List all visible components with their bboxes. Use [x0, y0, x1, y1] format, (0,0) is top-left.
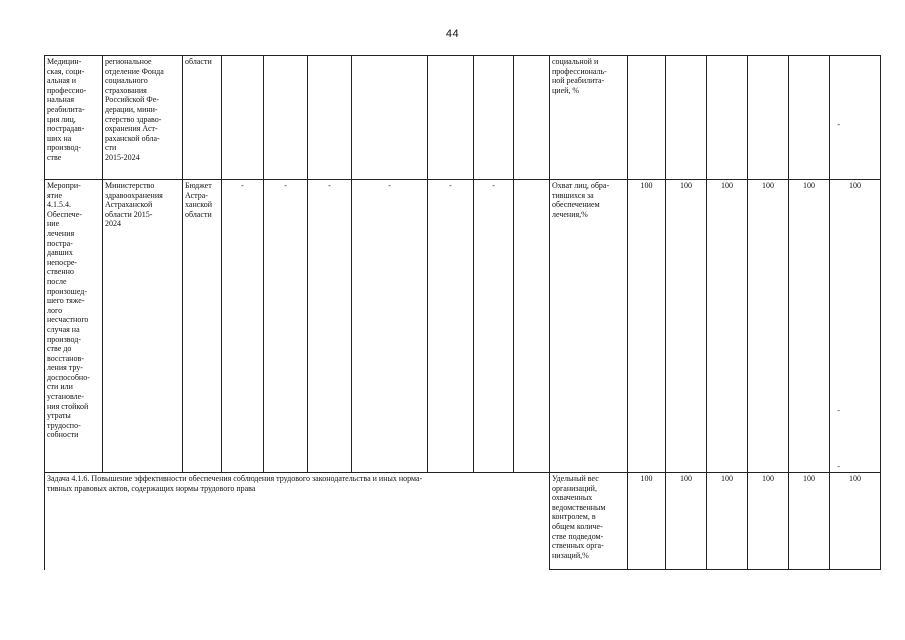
task-description-cell: Задача 4.1.6. Повышение эффективности обеспечения соблюдения трудового законодательства и иных норма- тивных правовых актов, содержащих нормы трудового права: [45, 473, 550, 570]
value-cell: [830, 56, 881, 180]
activity-name-cell: Медицин- ская, соци- альная и профессио- нальная реабилита- ция лиц, пострадав- ших на производ- стве: [45, 56, 103, 180]
value-cell: [748, 56, 789, 180]
cost-cell: -: [264, 180, 308, 473]
cost-cell: [352, 56, 428, 180]
value-cell: 100: [628, 473, 666, 570]
value-cell: [830, 180, 881, 473]
dash-mark: -: [837, 462, 840, 471]
dash-mark: -: [837, 120, 840, 129]
cost-cell: [308, 56, 352, 180]
table-row: [45, 180, 881, 473]
cost-cell: [428, 56, 474, 180]
value-cell: 100: [628, 180, 666, 473]
value-cell: [628, 56, 666, 180]
indicator-cell: социальной и профессиональ- ной реабилита- цией, %: [550, 56, 628, 180]
cost-cell: -: [308, 180, 352, 473]
activity-name-cell: Меропри- ятие 4.1.5.4. Обеспече- ние лечения постра- давших непосре- ственно после произошед- шего тяже- лого несчастного случая на производ- стве до восстанов- ления тру- доспособно- сти или установле- ния стойкой утраты трудоспо- собности: [45, 180, 103, 473]
value-cell: 100: [789, 180, 830, 473]
executor-cell: Министерство здравоохранения Астраханской области 2015- 2024: [103, 180, 183, 473]
value-cell: 100: [666, 180, 707, 473]
value-cell: 100: [666, 473, 707, 570]
value-cell: 100: [748, 473, 789, 570]
page-number: 44: [445, 28, 460, 40]
cost-cell: -: [352, 180, 428, 473]
cost-cell: -: [474, 180, 514, 473]
indicator-cell: Удельный вес организаций, охваченных ведомственным контролем, в общем количе- стве подведом- ственных орга- низаций,%: [550, 473, 628, 570]
indicator-cell: Охват лиц, обра- тившихся за обеспечением лечения,%: [550, 180, 628, 473]
value-cell: 100: [707, 180, 748, 473]
cost-cell: [264, 56, 308, 180]
value-cell: [707, 56, 748, 180]
value-cell: [666, 56, 707, 180]
program-table: [44, 55, 881, 570]
value-text: 100: [849, 181, 861, 190]
executor-cell: региональное отделение Фонда социального страхования Российской Фе- дерации, мини- стерство здраво- охранения Аст- раханской обла- сти 2015-2024: [103, 56, 183, 180]
funding-source-cell: области: [183, 56, 222, 180]
value-cell: [789, 56, 830, 180]
value-cell: 100: [830, 473, 881, 570]
value-cell: 100: [748, 180, 789, 473]
funding-source-cell: Бюджет Астра- ханской области: [183, 180, 222, 473]
table-row: [45, 473, 881, 570]
value-cell: 100: [707, 473, 748, 570]
table-row: [45, 56, 881, 180]
cost-cell: -: [428, 180, 474, 473]
cost-cell: [474, 56, 514, 180]
cost-cell: [514, 180, 550, 473]
cost-cell: [222, 56, 264, 180]
cost-cell: [514, 56, 550, 180]
value-cell: 100: [789, 473, 830, 570]
dash-mark: -: [837, 406, 840, 415]
cost-cell: -: [222, 180, 264, 473]
